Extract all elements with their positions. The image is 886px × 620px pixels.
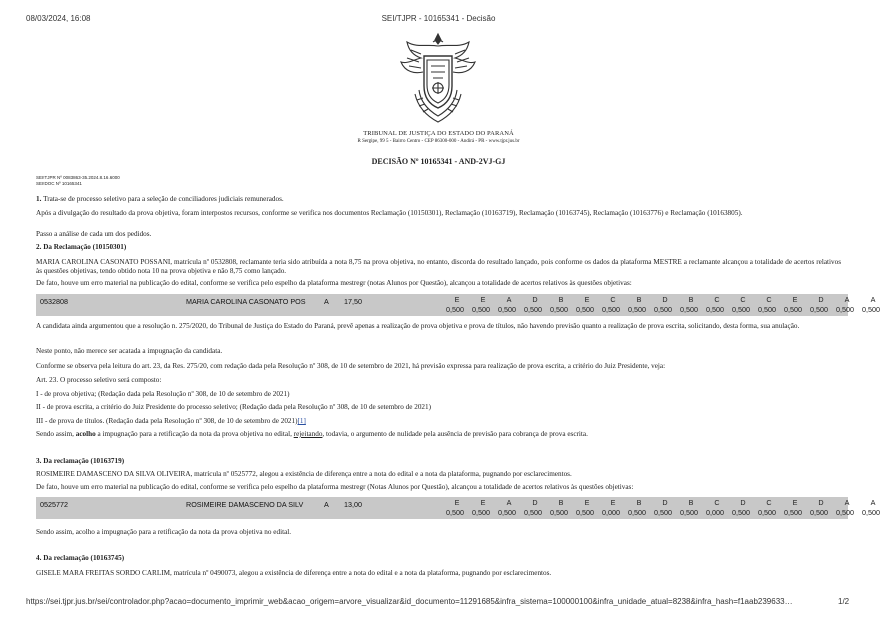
- table-1-value: 0,500: [446, 305, 464, 314]
- table-2-letter: A: [870, 498, 876, 507]
- table-1-matricula: 0532808: [40, 297, 68, 306]
- table-2-letter: B: [558, 498, 564, 507]
- print-datetime: 08/03/2024, 16:08: [26, 14, 91, 23]
- table-2-name: ROSIMEIRE DAMASCENO DA SILV: [186, 500, 304, 509]
- print-page-title: SEI/TJPR - 10165341 - Decisão: [381, 14, 496, 23]
- print-url: https://sei.tjpr.jus.br/sei/controlador.php?acao=documento_imprimir_web&acao_origem=arvore_visualizar&id_documento=11291685&infra_sistema=100000100&infra_unidade_atual=8238&infra_hash=f1aab239633…: [26, 597, 793, 606]
- table-1-turma: A: [324, 297, 329, 306]
- table-1-value: 0,500: [602, 305, 620, 314]
- table-1-letter: A: [870, 295, 876, 304]
- table-1-value: 0,500: [524, 305, 542, 314]
- table-2-value: 0,500: [810, 508, 828, 517]
- paragraph-13-text-a: Sendo assim,: [36, 430, 76, 438]
- footnote-link[interactable]: [1]: [297, 417, 306, 425]
- table-1-value: 0,500: [836, 305, 854, 314]
- print-page-number: 1/2: [838, 597, 850, 606]
- table-2-letter: D: [818, 498, 824, 507]
- table-2-score: 13,00: [344, 500, 362, 509]
- paragraph-12: [36, 417, 841, 426]
- table-1-value: 0,500: [628, 305, 646, 314]
- table-2-value: 0,500: [628, 508, 646, 517]
- paragraph-13-text-c: a impugnação para a retificação da nota da prova objetiva no edital,: [95, 430, 294, 438]
- table-1-letter: A: [844, 295, 850, 304]
- paragraph-1-number: 1.: [36, 195, 42, 203]
- table-1-value: 0,500: [706, 305, 724, 314]
- table-2-value: 0,500: [680, 508, 698, 517]
- table-1-letter: E: [584, 295, 590, 304]
- table-1-letter: C: [610, 295, 616, 304]
- table-1-value: 0,500: [550, 305, 568, 314]
- paragraph-13-reject: rejeitando: [293, 430, 323, 438]
- paragraph-14: ROSIMEIRE DAMASCENO DA SILVA OLIVEIRA, matrícula nº 0525772, alegou a existência de diferença entre a nota do edital e a nota da plataforma, pugnando por esclarecimentos.: [36, 470, 572, 478]
- paragraph-1-text: Trata-se de processo seletivo para a seleção de conciliadores judiciais remunerados.: [43, 195, 284, 203]
- table-1-name: MARIA CAROLINA CASONATO POS: [186, 297, 306, 306]
- table-1-letter: B: [636, 295, 642, 304]
- table-1-answer-values: [442, 305, 884, 314]
- decision-title: DECISÃO Nº 10165341 - AND-2VJ-GJ: [371, 157, 506, 166]
- table-1-letter: B: [558, 295, 564, 304]
- paragraph-5: De fato, houve um erro material na publicação do edital, conforme se verifica pelo espelho da plataforma mestregr (notas Alunos por Questão), alcançou a totalidade de acertos relativos às questões objetivas:: [36, 279, 632, 287]
- court-address: R Sergipe, 99 5 - Bairro Centro - CEP 86300-000 - Andirá - PR - www.tjpr.jus.br: [357, 139, 520, 144]
- table-2-letter: E: [792, 498, 798, 507]
- paragraph-17: GISELE MARA FREITAS SORDO CARLIM, matrícula nº 0490073, alegou a existência de diferença entre a nota do edital e a nota da plataforma, pugnando por esclarecimentos.: [36, 569, 552, 577]
- paragraph-13: [36, 430, 841, 439]
- table-1-value: 0,500: [680, 305, 698, 314]
- table-1-value: 0,500: [862, 305, 880, 314]
- table-1-letter: D: [532, 295, 538, 304]
- paragraph-11: II - de prova escrita, a critério do Juiz Presidente do processo seletivo; (Redação dada pela Resolução nº 308, de 10 de setembro de 2021): [36, 403, 432, 411]
- score-table-2: [36, 497, 880, 519]
- section-2-heading: 2. Da Reclamação (10150301): [36, 243, 127, 251]
- paragraph-3: Passo a análise de cada um dos pedidos.: [36, 230, 152, 238]
- table-1-value: 0,500: [784, 305, 802, 314]
- paragraph-1: [36, 195, 841, 204]
- table-2-letter: E: [454, 498, 460, 507]
- table-1-value: 0,500: [498, 305, 516, 314]
- table-2-letter: A: [844, 498, 850, 507]
- table-2-value: 0,500: [784, 508, 802, 517]
- table-1-letter: C: [714, 295, 720, 304]
- table-1-value: 0,500: [810, 305, 828, 314]
- table-2-letter: B: [636, 498, 642, 507]
- paragraph-9: Art. 23. O processo seletivo será composto:: [36, 376, 162, 384]
- table-2-letter: D: [740, 498, 746, 507]
- table-1-letter: C: [766, 295, 772, 304]
- table-2-letter: A: [506, 498, 512, 507]
- table-2-letter: D: [532, 498, 538, 507]
- table-2-letter: C: [714, 498, 720, 507]
- paragraph-13-text-e: , todavia, o argumento de nulidade pela ausência de previsão para cobrança de prova escrita.: [322, 430, 588, 438]
- table-1-value: 0,500: [654, 305, 672, 314]
- table-2-value: 0,500: [446, 508, 464, 517]
- paragraph-15: De fato, houve um erro material na publicação do edital, conforme se verifica pelo espelho da plataforma mestregr (Notas Alunos por Questão), alcançou a totalidade de acertos relativos às questões objetivas:: [36, 483, 634, 491]
- table-2-letter: E: [610, 498, 616, 507]
- court-seal-logo: [397, 30, 479, 128]
- paragraph-2: Após a divulgação do resultado da prova objetiva, foram interpostos recursos, conforme se verifica nos documentos Reclamação (10150301), Reclamação (10163719), Reclamação (10163745), Reclamação (10163776) e Reclamação (10163805).: [36, 209, 743, 217]
- table-2-letter: E: [480, 498, 486, 507]
- table-2-letter: E: [584, 498, 590, 507]
- table-2-letter: B: [688, 498, 694, 507]
- table-1-value: 0,500: [732, 305, 750, 314]
- table-1-letter: D: [818, 295, 824, 304]
- table-2-value: 0,500: [550, 508, 568, 517]
- paragraph-8: Conforme se observa pela leitura do art. 23, da Res. 275/20, com redação dada pela Resolução nº 308, de 10 de setembro de 2021, há previsão expressa para realização de prova escrita, a critério do Juiz Presidente, veja:: [36, 362, 666, 370]
- table-2-value: 0,000: [602, 508, 620, 517]
- paragraph-16: Sendo assim, acolho a impugnação para a retificação da nota da prova objetiva no edital.: [36, 528, 292, 536]
- table-2-answer-values: [442, 508, 884, 517]
- table-2-value: 0,000: [706, 508, 724, 517]
- table-2-matricula: 0525772: [40, 500, 68, 509]
- table-2-value: 0,500: [654, 508, 672, 517]
- paragraph-10: I - de prova objetiva; (Redação dada pela Resolução nº 308, de 10 de setembro de 2021): [36, 390, 290, 398]
- table-1-letter: E: [480, 295, 486, 304]
- section-3-heading: 3. Da reclamação (10163719): [36, 457, 125, 465]
- table-2-value: 0,500: [524, 508, 542, 517]
- table-1-score: 17,50: [344, 297, 362, 306]
- table-2-value: 0,500: [758, 508, 776, 517]
- table-1-letter: E: [792, 295, 798, 304]
- table-1-value: 0,500: [472, 305, 490, 314]
- table-1-letter: B: [688, 295, 694, 304]
- table-2-answer-letters: [444, 498, 886, 507]
- table-1-value: 0,500: [576, 305, 594, 314]
- table-2-value: 0,500: [472, 508, 490, 517]
- document-number: SEI!DOC Nº 10165341: [36, 181, 82, 186]
- paragraph-4: MARIA CAROLINA CASONATO POSSANI, matrícula nº 0532808, reclamante teria sido atribuída a nota 8,75 na prova objetiva, no entanto, discorda do resultado lançado, pois conforme os dados da plataforma MESTRE a reclamante alcançou a totalidade de acertos relativos às questões objetivas, tendo obtido nota 10 na prova objetiva e não 8,75 como lançado.: [36, 258, 841, 275]
- table-2-value: 0,500: [498, 508, 516, 517]
- table-1-value: 0,500: [758, 305, 776, 314]
- table-2-value: 0,500: [576, 508, 594, 517]
- paragraph-13-accept: acolho: [75, 430, 96, 438]
- paragraph-12-text: III - de prova de títulos. (Redação dada pela Resolução nº 308, de 10 de setembro de 2021): [36, 417, 298, 425]
- table-1-letter: C: [740, 295, 746, 304]
- table-2-letter: C: [766, 498, 772, 507]
- table-1-letter: A: [506, 295, 512, 304]
- paragraph-6: A candidata ainda argumentou que a resolução n. 275/2020, do Tribunal de Justiça do Estado do Paraná, prevê apenas a realização de prova objetiva e prova de títulos, não havendo previsão quanto a realização de prova escrita, solicitando, desta forma, sua anulação.: [36, 322, 800, 330]
- table-1-answer-letters: [444, 295, 886, 304]
- paragraph-7: Neste ponto, não merece ser acatada a impugnação da candidata.: [36, 347, 223, 355]
- court-name: TRIBUNAL DE JUSTIÇA DO ESTADO DO PARANÁ: [363, 130, 514, 137]
- table-2-turma: A: [324, 500, 329, 509]
- table-2-value: 0,500: [732, 508, 750, 517]
- process-number: SEI!TJPR Nº 0083863-35.2024.8.16.6000: [36, 175, 120, 180]
- section-4-heading: 4. Da reclamação (10163745): [36, 554, 125, 562]
- table-2-letter: D: [662, 498, 668, 507]
- table-2-value: 0,500: [862, 508, 880, 517]
- table-1-letter: D: [662, 295, 668, 304]
- table-1-letter: E: [454, 295, 460, 304]
- score-table-1: [36, 294, 880, 316]
- table-2-value: 0,500: [836, 508, 854, 517]
